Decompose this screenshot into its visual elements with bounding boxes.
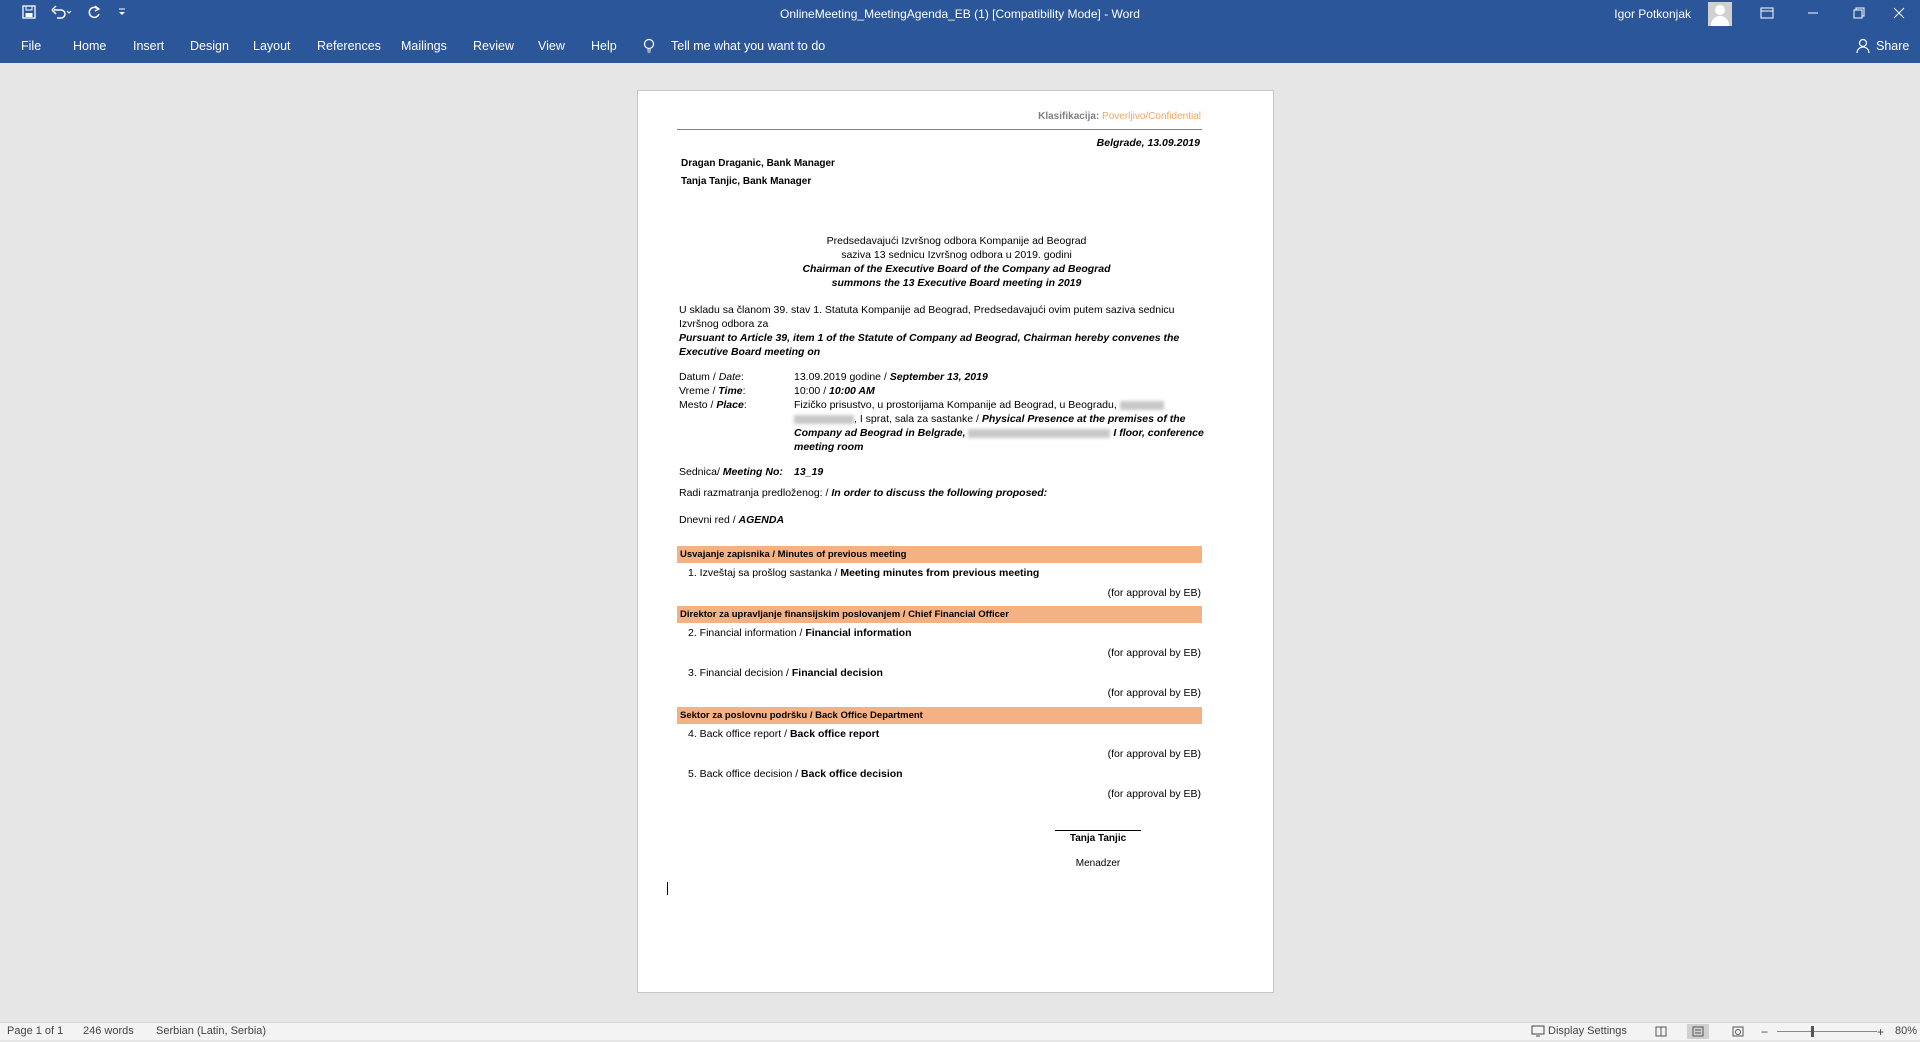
- place-line-3-text: Company ad Beograd in Belgrade,: [794, 427, 969, 439]
- page-count[interactable]: Page 1 of 1: [7, 1025, 64, 1037]
- signature-line: [1055, 830, 1141, 831]
- agenda-item-2-sr: 2. Financial information /: [688, 627, 806, 639]
- time-label-sr: Vreme /: [679, 385, 719, 397]
- print-layout-icon[interactable]: [1687, 1024, 1709, 1039]
- tab-home[interactable]: Home: [73, 39, 107, 53]
- tab-insert[interactable]: Insert: [133, 39, 165, 53]
- date-label-sr: Datum /: [679, 371, 719, 383]
- agenda-item-4: [688, 728, 879, 740]
- redacted-address: [1120, 401, 1164, 410]
- place-line-3-tail: I floor, conference: [1110, 427, 1204, 439]
- agenda-sr: Dnevni red /: [679, 514, 739, 526]
- place-line-4: meeting room: [794, 441, 864, 453]
- user-name[interactable]: Igor Potkonjak: [1614, 7, 1691, 21]
- title-bar: [0, 0, 1920, 30]
- agenda-item-3-sr: 3. Financial decision /: [688, 667, 792, 679]
- date-value: [794, 371, 988, 383]
- web-layout-icon[interactable]: [1727, 1024, 1749, 1039]
- heading-line-2: saziva 13 sednicu Izvršnog odbora u 2019. godini: [841, 249, 1072, 261]
- agenda-item-5-en: Back office decision: [801, 768, 903, 780]
- tab-design[interactable]: Design: [190, 39, 229, 53]
- redacted-address: [794, 415, 854, 424]
- share-button[interactable]: Share: [1876, 39, 1910, 53]
- date-value-en: September 13, 2019: [889, 371, 988, 383]
- proposed-line: [679, 487, 1047, 499]
- place-line-1-text: Fizičko prisustvo, u prostorijama Kompanije ad Beograd, u Beogradu,: [794, 399, 1120, 411]
- date-label-en: Date: [718, 371, 741, 383]
- tab-view[interactable]: View: [538, 39, 565, 53]
- intro-en-line-1: Pursuant to Article 39, item 1 of the Statute of Company ad Beograd, Chairman hereby convenes the: [679, 332, 1180, 344]
- time-label: Vreme / Time:: [679, 385, 746, 397]
- document-page[interactable]: [637, 90, 1274, 993]
- zoom-out-icon[interactable]: −: [1761, 1025, 1769, 1039]
- tab-layout[interactable]: Layout: [253, 39, 291, 53]
- time-value-en: 10:00 AM: [829, 385, 875, 397]
- agenda-section-back-office: Sektor za poslovnu podršku / Back Office Department: [677, 707, 1202, 724]
- place-line-2-en: Physical Presence at the premises of the: [981, 413, 1186, 425]
- zoom-in-icon[interactable]: +: [1877, 1025, 1885, 1039]
- meeting-no-value: 13_19: [794, 466, 824, 478]
- agenda-item-5: [688, 768, 903, 780]
- intro-en-line-2: Executive Board meeting on: [679, 346, 821, 358]
- place-label: Mesto / Place:: [679, 399, 747, 411]
- lightbulb-icon: [642, 38, 656, 54]
- letter-date: Belgrade, 13.09.2019: [1096, 137, 1200, 149]
- language[interactable]: Serbian (Latin, Serbia): [156, 1025, 267, 1037]
- ribbon-tabs: [0, 30, 1920, 63]
- agenda-item-1-sr: 1. Izveštaj sa prošlog sastanka /: [688, 567, 841, 579]
- time-value: [794, 385, 875, 397]
- agenda-heading: [679, 514, 784, 526]
- document-title: OnlineMeeting_MeetingAgenda_EB (1) [Compatibility Mode] - Word: [780, 7, 1140, 21]
- time-label-en: Time: [718, 385, 743, 397]
- zoom-slider[interactable]: [1777, 1031, 1877, 1032]
- place-label-sr: Mesto /: [679, 399, 717, 411]
- zoom-slider-thumb[interactable]: [1811, 1026, 1814, 1037]
- approval-note: (for approval by EB): [1107, 587, 1201, 599]
- intro-sr-line-2: Izvršnog odbora za: [679, 318, 769, 330]
- place-line-1: [794, 399, 1164, 411]
- tell-me-search[interactable]: Tell me what you want to do: [671, 39, 826, 53]
- display-settings-button[interactable]: Display Settings: [1548, 1025, 1627, 1037]
- place-line-3: [794, 427, 1204, 439]
- close-icon[interactable]: [1876, 0, 1920, 30]
- minimize-icon[interactable]: [1790, 0, 1836, 30]
- proposed-en: In order to discuss the following proposed:: [831, 487, 1048, 499]
- meeting-no-label: [679, 466, 783, 478]
- tab-mailings[interactable]: Mailings: [401, 39, 447, 53]
- tab-references[interactable]: References: [317, 39, 381, 53]
- agenda-item-5-sr: 5. Back office decision /: [688, 768, 802, 780]
- agenda-item-3: [688, 667, 883, 679]
- header-divider: [677, 129, 1202, 130]
- ribbon-display-options-icon[interactable]: [1744, 0, 1790, 30]
- time-value-sr: 10:00 /: [794, 385, 830, 397]
- classification-value: Poverljivo/Confidential: [1102, 111, 1201, 122]
- tab-review[interactable]: Review: [473, 39, 514, 53]
- heading-line-1: Predsedavajući Izvršnog odbora Kompanije ad Beograd: [826, 235, 1087, 247]
- redacted-address: [968, 429, 1110, 438]
- display-settings-icon[interactable]: [1531, 1025, 1545, 1040]
- signatory-name: Tanja Tanjic: [1069, 833, 1127, 844]
- recipient-2: Tanja Tanjic, Bank Manager: [681, 176, 812, 187]
- agenda-item-4-en: Back office report: [789, 728, 880, 740]
- approval-note: (for approval by EB): [1107, 687, 1201, 699]
- heading-line-4: summons the 13 Executive Board meeting in 2019: [831, 277, 1082, 289]
- classification-label: Klasifikacija:: [1038, 111, 1103, 122]
- text-cursor: [667, 882, 668, 895]
- agenda-item-2: [688, 627, 912, 639]
- read-mode-icon[interactable]: [1650, 1024, 1672, 1039]
- agenda-item-4-sr: 4. Back office report /: [688, 728, 790, 740]
- proposed-sr: Radi razmatranja predloženog: /: [679, 487, 832, 499]
- signatory-title: Menadzer: [1075, 858, 1121, 869]
- share-person-icon: [1856, 38, 1871, 54]
- date-value-sr: 13.09.2019 godine /: [794, 371, 890, 383]
- tab-file[interactable]: File: [21, 39, 42, 53]
- classification: [1038, 111, 1201, 122]
- word-count[interactable]: 246 words: [83, 1025, 134, 1037]
- place-line-2: [794, 413, 1186, 425]
- status-bar: [0, 1022, 1920, 1040]
- agenda-item-3-en: Financial decision: [791, 667, 883, 679]
- zoom-level[interactable]: 80%: [1895, 1025, 1918, 1037]
- tab-help[interactable]: Help: [591, 39, 617, 53]
- place-label-en: Place: [716, 399, 744, 411]
- approval-note: (for approval by EB): [1107, 788, 1201, 800]
- agenda-item-2-en: Financial information: [805, 627, 912, 639]
- avatar[interactable]: [1708, 2, 1732, 26]
- agenda-section-cfo: Direktor za upravljanje finansijskim poslovanjem / Chief Financial Officer: [677, 606, 1202, 623]
- intro-sr-line-1: U skladu sa članom 39. stav 1. Statuta Kompanije ad Beograd, Predsedavajući ovim putem saziva sednicu: [679, 304, 1175, 316]
- approval-note: (for approval by EB): [1107, 748, 1201, 760]
- recipient-1: Dragan Draganic, Bank Manager: [681, 158, 835, 169]
- meeting-no-label-sr: Sednica/: [679, 466, 723, 478]
- meeting-no-label-en: Meeting No:: [722, 466, 783, 478]
- agenda-item-1: [688, 567, 1039, 579]
- agenda-section-minutes: Usvajanje zapisnika / Minutes of previous meeting: [677, 546, 1202, 563]
- date-label: Datum / Date:: [679, 371, 744, 383]
- agenda-item-1-en: Meeting minutes from previous meeting: [840, 567, 1040, 579]
- agenda-en: AGENDA: [738, 514, 785, 526]
- heading-line-3: Chairman of the Executive Board of the Company ad Beograd: [802, 263, 1111, 275]
- place-line-2-sr: , I sprat, sala za sastanke /: [854, 413, 982, 425]
- approval-note: (for approval by EB): [1107, 647, 1201, 659]
